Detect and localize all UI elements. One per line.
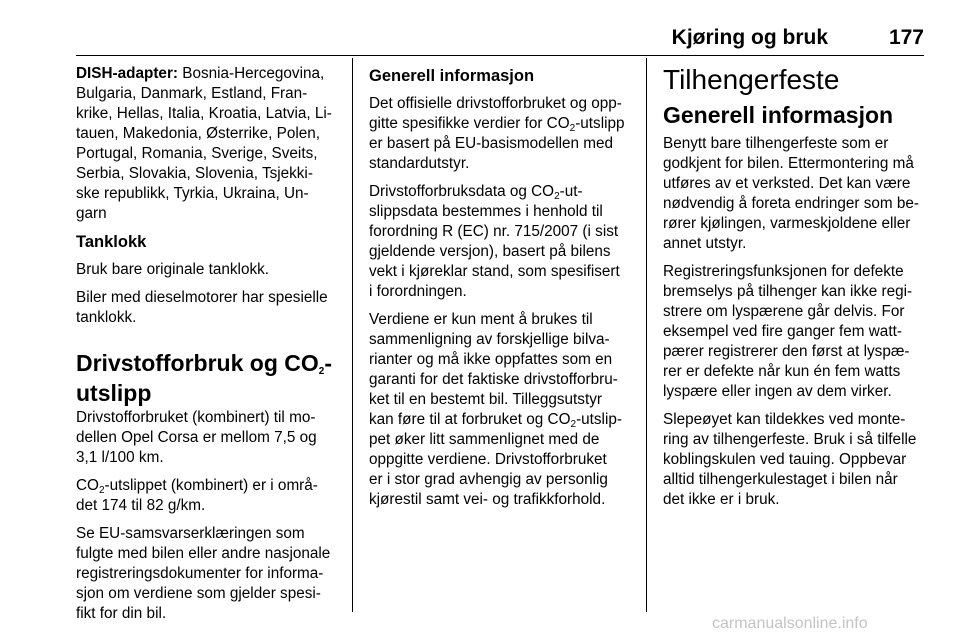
fuel-consumption-heading	[76, 348, 348, 408]
text-line: pærer registrerer den først at lyspæ-	[663, 343, 910, 360]
trailer-paragraph-2	[663, 262, 929, 402]
text-line: tauen, Makedonia, Østerrike, Polen,	[76, 125, 321, 142]
text-line: vekt i kjøreklar stand, som spesifisert	[369, 263, 620, 280]
text-line: rører kjølingen, varmeskjoldene eller	[663, 215, 911, 232]
page-number: 177	[888, 26, 924, 49]
text-line: dellen Opel Corsa er mellom 7,5 og	[76, 429, 317, 446]
text-line: Benytt bare tilhengerfeste som er	[663, 135, 889, 152]
trailer-general-heading: Generell informasjon	[663, 102, 894, 128]
column-divider-2	[646, 58, 647, 612]
text-line: fulgte med bilen eller andre nasjonale	[76, 545, 331, 562]
text-line: ring av tilhengerfeste. Bruk i så tilfelle	[663, 431, 917, 448]
text-line: Serbia, Slovakia, Slovenia, Tsjekki-	[76, 165, 313, 182]
text-line: Drivstofforbruksdata og CO	[369, 183, 555, 200]
text-line: Det offisielle drivstofforbruket og opp-	[369, 95, 622, 112]
text-line: Se EU-samsvarserklæringen som	[76, 525, 305, 542]
text-line: -utslipp	[575, 115, 625, 132]
text-line: er i stor grad avhengig av personlig	[369, 471, 608, 488]
tanklokk-paragraph-1: Bruk bare originale tanklokk.	[76, 261, 270, 278]
text-line: Portugal, Romania, Sverige, Sveits,	[76, 145, 318, 162]
dish-adapter-label: DISH-adapter:	[76, 65, 178, 82]
text-line: registreringsdokumenter for informa-	[76, 565, 324, 582]
heading-text: -	[324, 350, 333, 376]
general-info-heading: Generell informasjon	[369, 67, 535, 85]
text-line: ske republikk, Tyrkia, Ukraina, Un-	[76, 185, 309, 202]
text-line: koblingskulen ved tauing. Oppbevar	[663, 451, 907, 468]
text-line: krike, Hellas, Italia, Kroatia, Latvia, Li-	[76, 105, 332, 122]
text-line: slippsdata bestemmes i henhold til	[369, 203, 603, 220]
text-line: Biler med dieselmotorer har spesielle	[76, 289, 328, 306]
text-line: gjeldende versjon), basert på bilens	[369, 243, 611, 260]
text-line: gitte spesifikke verdier for CO	[369, 115, 570, 132]
trailer-paragraph-1	[663, 134, 929, 254]
subscript: 2	[554, 191, 560, 202]
text-line: det ikke er i bruk.	[663, 491, 780, 508]
text-line: garanti for det faktiske drivstofforbru-	[369, 371, 618, 388]
text-line: fikt for din bil.	[76, 605, 167, 622]
subscript: 2	[318, 366, 325, 377]
column-3	[663, 64, 929, 518]
text-line: Registreringsfunksjonen for defekte	[663, 263, 904, 280]
dish-adapter-paragraph	[76, 64, 348, 224]
trailer-hitch-title: Tilhengerfeste	[663, 64, 840, 95]
text-line: nødvendig å foreta endringer som be-	[663, 195, 919, 212]
text-line: utføres av et verksted. Det kan være	[663, 175, 911, 192]
text-line: rianter og må ikke oppfattes som en	[369, 351, 613, 368]
text-line: Bosnia-Hercegovina,	[178, 65, 325, 82]
text-line: bremselys på tilhenger kan ikke regi-	[663, 283, 913, 300]
text-line: -utslip-	[576, 411, 622, 428]
text-line: lyspære eller ingen av dem virker.	[663, 383, 892, 400]
fuel-paragraph-3	[76, 524, 348, 624]
text-line: tanklokk.	[76, 309, 137, 326]
header-rule	[76, 55, 924, 56]
text-line: rer er defekte når kun én fem watts	[663, 363, 901, 380]
column-2	[369, 64, 641, 518]
subscript: 2	[98, 485, 105, 496]
general-info-paragraph-3	[369, 310, 641, 510]
text-line: forordning R (EC) nr. 715/2007 (i sist	[369, 223, 619, 240]
subscript: 2	[569, 123, 576, 134]
text-line: sammenligning av forskjellige bilva-	[369, 331, 610, 348]
text-line: pet øker litt sammenlignet med de	[369, 431, 600, 448]
text-line: i forordningen.	[369, 283, 467, 300]
fuel-paragraph-1	[76, 408, 348, 468]
text-line: Verdiene er kun ment å brukes til	[369, 311, 593, 328]
text-line: eksempel ved fire ganger fem watt-	[663, 323, 902, 340]
subscript: 2	[570, 419, 577, 430]
text-line: det 174 til 82 g/km.	[76, 497, 206, 514]
text-line: kjørestil samt vei- og trafikkforhold.	[369, 491, 606, 508]
text-line: strere om lyspærene går delvis. For	[663, 303, 905, 320]
watermark: carmanualsonline.info	[712, 615, 868, 632]
tanklokk-heading: Tanklokk	[76, 233, 147, 251]
tanklokk-paragraph-2	[76, 288, 348, 328]
heading-text: utslipp	[76, 380, 152, 406]
text-line: annet utstyr.	[663, 235, 747, 252]
trailer-paragraph-3	[663, 410, 929, 510]
text-line: garn	[76, 205, 107, 222]
text-line: Slepeøyet kan tildekkes ved monte-	[663, 411, 906, 428]
text-line: sjon om verdiene som gjelder spesi-	[76, 585, 321, 602]
text-line: standardutstyr.	[369, 155, 470, 172]
text-line: -utslippet (kombinert) er i områ-	[104, 477, 318, 494]
fuel-paragraph-2	[76, 476, 348, 516]
text-line: godkjent for bilen. Ettermontering må	[663, 155, 914, 172]
text-line: 3,1 l/100 km.	[76, 449, 164, 466]
text-line: kan føre til at forbruket og CO	[369, 411, 571, 428]
text-line: ket til en bestemt bil. Tilleggsutstyr	[369, 391, 602, 408]
text-line: -ut-	[559, 183, 583, 200]
page-header	[0, 26, 924, 54]
text-line: oppgitte verdiene. Drivstofforbruket	[369, 451, 607, 468]
text-line: alltid tilhengerkulestaget i bilen når	[663, 471, 898, 488]
column-divider-1	[352, 58, 353, 612]
general-info-paragraph-2	[369, 182, 641, 302]
heading-text: Drivstofforbruk og CO	[76, 350, 319, 376]
column-1	[76, 64, 348, 632]
general-info-paragraph-1	[369, 94, 641, 174]
text-line: Bulgaria, Danmark, Estland, Fran-	[76, 85, 308, 102]
text-line: CO	[76, 477, 99, 494]
text-line: er basert på EU-basismodellen med	[369, 135, 614, 152]
section-title: Kjøring og bruk	[671, 26, 828, 49]
text-line: Drivstofforbruket (kombinert) til mo-	[76, 409, 316, 426]
